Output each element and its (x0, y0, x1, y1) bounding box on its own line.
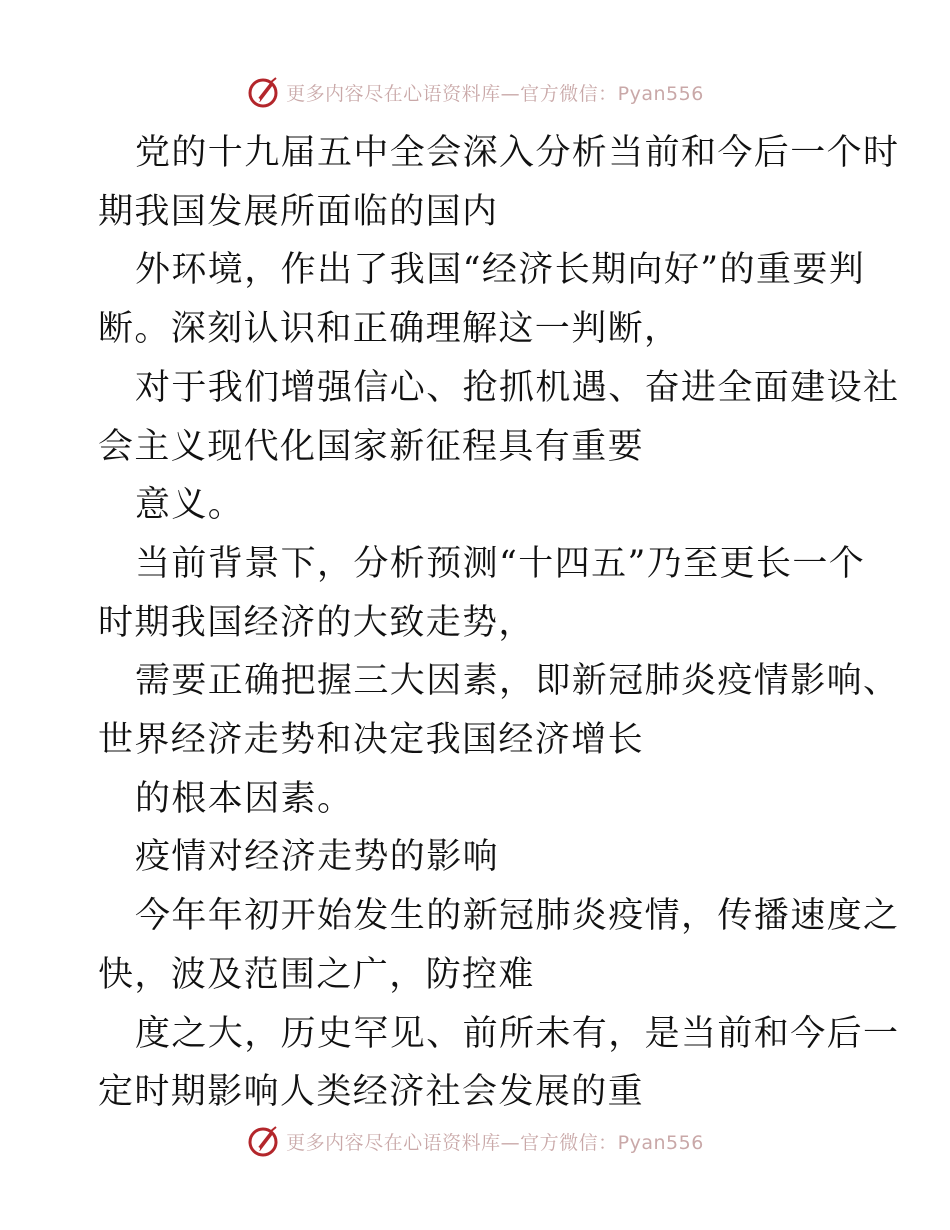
paragraph (98, 652, 900, 769)
paragraph (98, 770, 858, 829)
paragraph-line: 度之大，历史罕见、前所未有，是当前和今后一 (135, 1013, 900, 1054)
quill-pen-logo-icon (246, 75, 280, 109)
paragraph-line: 今年年初开始发生的新冠肺炎疫情，传播速度之 (135, 896, 900, 937)
paragraph-line: 定时期影响人类经济社会发展的重 (98, 1072, 645, 1113)
paragraph-line: 外环境，作出了我国“经济长期向好”的重要判 (135, 250, 866, 291)
header-watermark (0, 72, 950, 112)
paragraph-line: 快，波及范围之广，防控难 (98, 954, 535, 995)
section-heading-text: 疫情对经济走势的影响 (135, 837, 500, 878)
watermark-text: 更多内容尽在心语资料库—官方微信：Pyan556 (286, 82, 704, 105)
paragraph (98, 124, 900, 241)
paragraph (98, 535, 866, 652)
section-heading (98, 828, 858, 887)
paragraph-line: 当前背景下，分析预测“十四五”乃至更长一个 (135, 543, 866, 584)
footer-watermark (0, 1121, 950, 1161)
document-body (98, 124, 900, 1122)
quill-pen-logo-icon (246, 1124, 280, 1158)
watermark-text: 更多内容尽在心语资料库—官方微信：Pyan556 (286, 1131, 704, 1154)
paragraph (98, 887, 900, 1004)
paragraph-line: 意义。 (135, 485, 245, 526)
paragraph-line: 的根本因素。 (135, 778, 354, 819)
paragraph-line: 期我国发展所面临的国内 (98, 191, 499, 232)
paragraph-line: 时期我国经济的大致走势， (98, 602, 535, 643)
paragraph (98, 241, 866, 358)
paragraph-line: 会主义现代化国家新征程具有重要 (98, 426, 645, 467)
paragraph-line: 断。深刻认识和正确理解这一判断， (98, 309, 681, 350)
paragraph-line: 党的十九届五中全会深入分析当前和今后一个时 (135, 133, 900, 173)
paragraph (98, 359, 900, 476)
paragraph-line: 对于我们增强信心、抢抓机遇、奋进全面建设社 (135, 367, 900, 408)
paragraph (98, 1005, 900, 1122)
paragraph-line: 世界经济走势和决定我国经济增长 (98, 720, 645, 761)
paragraph-line: 需要正确把握三大因素，即新冠肺炎疫情影响、 (135, 661, 900, 702)
paragraph (98, 476, 858, 535)
